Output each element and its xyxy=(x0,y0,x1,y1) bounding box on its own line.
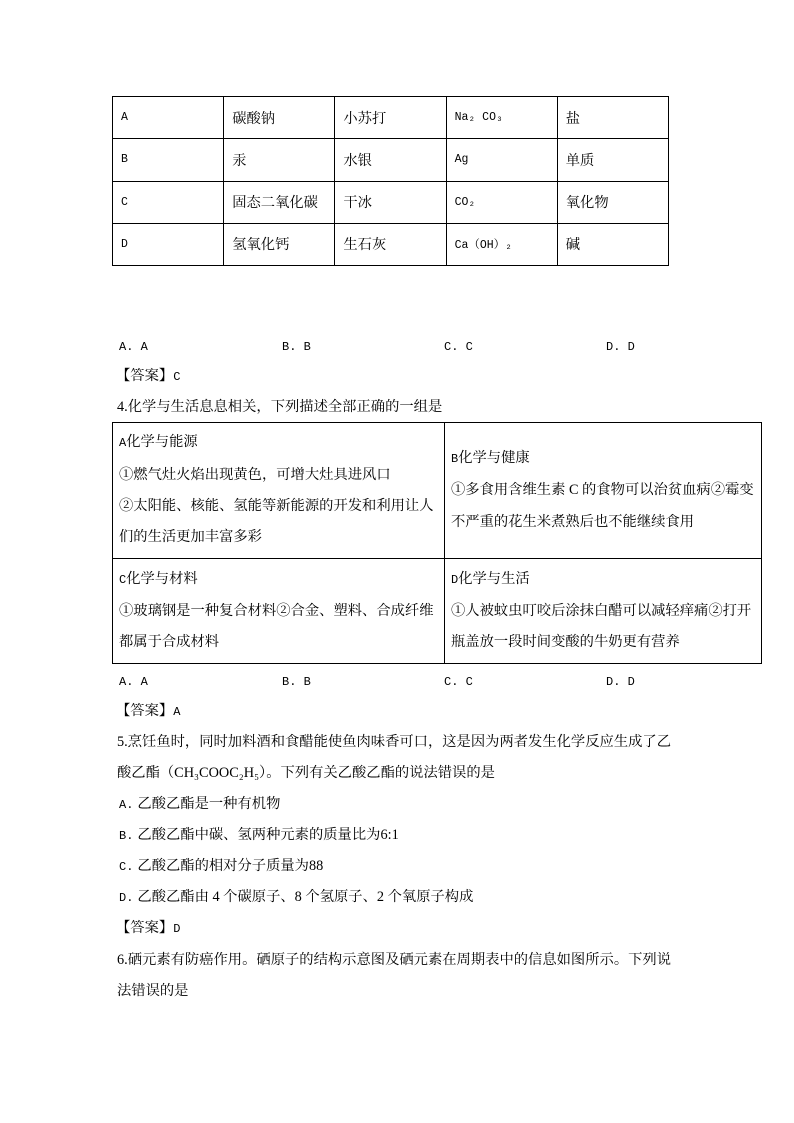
choice-cell-c xyxy=(113,559,445,663)
cell-heading xyxy=(119,564,444,596)
option-label: B. xyxy=(119,829,134,843)
option-label: D. xyxy=(119,891,134,905)
q3-option-a: A. A xyxy=(119,340,148,354)
cell-label: C xyxy=(119,572,127,587)
q4-option-b: B. B xyxy=(282,675,311,689)
cell-title: 化学与材料 xyxy=(126,570,198,587)
q4-stem: 4.化学与生活息息相关，下列描述全部正确的一组是 xyxy=(117,399,443,415)
formula-cell: Ca（OH）₂ xyxy=(446,223,557,265)
cell-line: ②太阳能、核能、氢能等新能源的开发和利用让人 xyxy=(119,498,434,514)
cell-line: ①多食用含维生素 C 的食物可以治贫血病②霉变 xyxy=(451,482,754,499)
q5-option-d xyxy=(119,887,473,907)
option-label: A. xyxy=(119,798,134,812)
cell-heading xyxy=(451,443,761,475)
option-label-cell: B xyxy=(113,139,224,181)
choice-cell-a xyxy=(113,423,445,559)
option-label: C. xyxy=(119,860,134,874)
substance-table xyxy=(112,96,669,266)
cell-heading xyxy=(451,564,761,596)
q3-option-d: D. D xyxy=(606,340,635,354)
category-cell: 氧化物 xyxy=(557,181,668,223)
answer-value: C xyxy=(173,370,181,384)
answer-prefix: 【答案】 xyxy=(116,703,174,719)
category-cell: 碱 xyxy=(557,223,668,265)
choice-table xyxy=(112,422,762,664)
category-cell: 单质 xyxy=(557,139,668,181)
q5-stem-line-1: 5.烹饪鱼时，同时加料酒和食醋能使鱼肉味香可口，这是因为两者发生化学反应生成了乙 xyxy=(117,734,671,750)
table-row xyxy=(113,181,669,223)
q5-option-b xyxy=(119,825,399,845)
cell-line: 不严重的花生米煮熟后也不能继续食用 xyxy=(451,513,695,530)
chemical-name-cell: 碳酸钠 xyxy=(224,97,335,139)
chemical-name-cell: 氢氧化钙 xyxy=(224,223,335,265)
cell-line: 都属于合成材料 xyxy=(119,634,220,651)
option-label-cell: C xyxy=(113,181,224,223)
q4-answer xyxy=(116,701,180,721)
q3-answer xyxy=(116,366,180,386)
option-text: 乙酸乙酯由 4 个碳原子、8 个氢原子、2 个氧原子构成 xyxy=(137,889,474,905)
option-label-cell: D xyxy=(113,223,224,265)
cell-line: 瓶盖放一段时间变酸的牛奶更有营养 xyxy=(451,634,680,651)
q4-option-c: C. C xyxy=(444,675,473,689)
common-name-cell: 生石灰 xyxy=(335,223,446,265)
table-row xyxy=(113,97,669,139)
cell-line: ①人被蚊虫叮咬后涂抹白醋可以减轻痒痛②打开 xyxy=(451,602,752,619)
choice-cell-b xyxy=(445,423,761,559)
answer-prefix: 【答案】 xyxy=(116,920,174,936)
cell-line: 们的生活更加丰富多彩 xyxy=(119,529,262,546)
cell-line: ①燃气灶火焰出现黄色，可增大灶具进风口 xyxy=(119,466,391,483)
q5-option-c xyxy=(119,856,323,876)
common-name-cell: 干冰 xyxy=(335,181,446,223)
cell-label: D xyxy=(451,572,459,587)
table-row xyxy=(113,223,669,265)
chemical-name-cell: 汞 xyxy=(224,139,335,181)
q4-option-d: D. D xyxy=(606,675,635,689)
q5-stem-line-2: 酸乙酯（CH₃COOC₂H₅）。下列有关乙酸乙酯的说法错误的是 xyxy=(117,765,495,781)
option-text: 乙酸乙酯中碳、氢两种元素的质量比为6:1 xyxy=(137,827,399,843)
formula-cell: Ag xyxy=(446,139,557,181)
formula-cell: Na₂ CO₃ xyxy=(446,97,557,139)
cell-heading xyxy=(119,427,444,459)
common-name-cell: 小苏打 xyxy=(335,97,446,139)
cell-label: A xyxy=(119,436,127,451)
q6-stem-line-2: 法错误的是 xyxy=(117,983,189,999)
cell-line: ①玻璃钢是一种复合材料②合金、塑料、合成纤维 xyxy=(119,602,434,619)
cell-title: 化学与能源 xyxy=(126,434,198,451)
q5-option-a xyxy=(119,794,280,814)
q6-stem-line-1: 6.硒元素有防癌作用。硒原子的结构示意图及硒元素在周期表中的信息如图所示。下列说 xyxy=(117,952,671,968)
q3-option-b: B. B xyxy=(282,340,311,354)
cell-title: 化学与生活 xyxy=(458,570,530,587)
option-text: 乙酸乙酯是一种有机物 xyxy=(137,796,281,812)
common-name-cell: 水银 xyxy=(335,139,446,181)
q4-option-a: A. A xyxy=(119,675,148,689)
category-cell: 盐 xyxy=(557,97,668,139)
option-label-cell: A xyxy=(113,97,224,139)
formula-cell: CO₂ xyxy=(446,181,557,223)
chemical-name-cell: 固态二氧化碳 xyxy=(224,181,335,223)
q5-answer xyxy=(116,918,180,938)
cell-label: B xyxy=(451,452,459,467)
cell-title: 化学与健康 xyxy=(458,450,530,467)
q3-option-c: C. C xyxy=(444,340,473,354)
answer-prefix: 【答案】 xyxy=(116,368,174,384)
answer-value: D xyxy=(173,922,181,936)
answer-value: A xyxy=(173,705,181,719)
option-text: 乙酸乙酯的相对分子质量为88 xyxy=(137,858,324,874)
table-row xyxy=(113,139,669,181)
choice-cell-d xyxy=(445,559,761,663)
